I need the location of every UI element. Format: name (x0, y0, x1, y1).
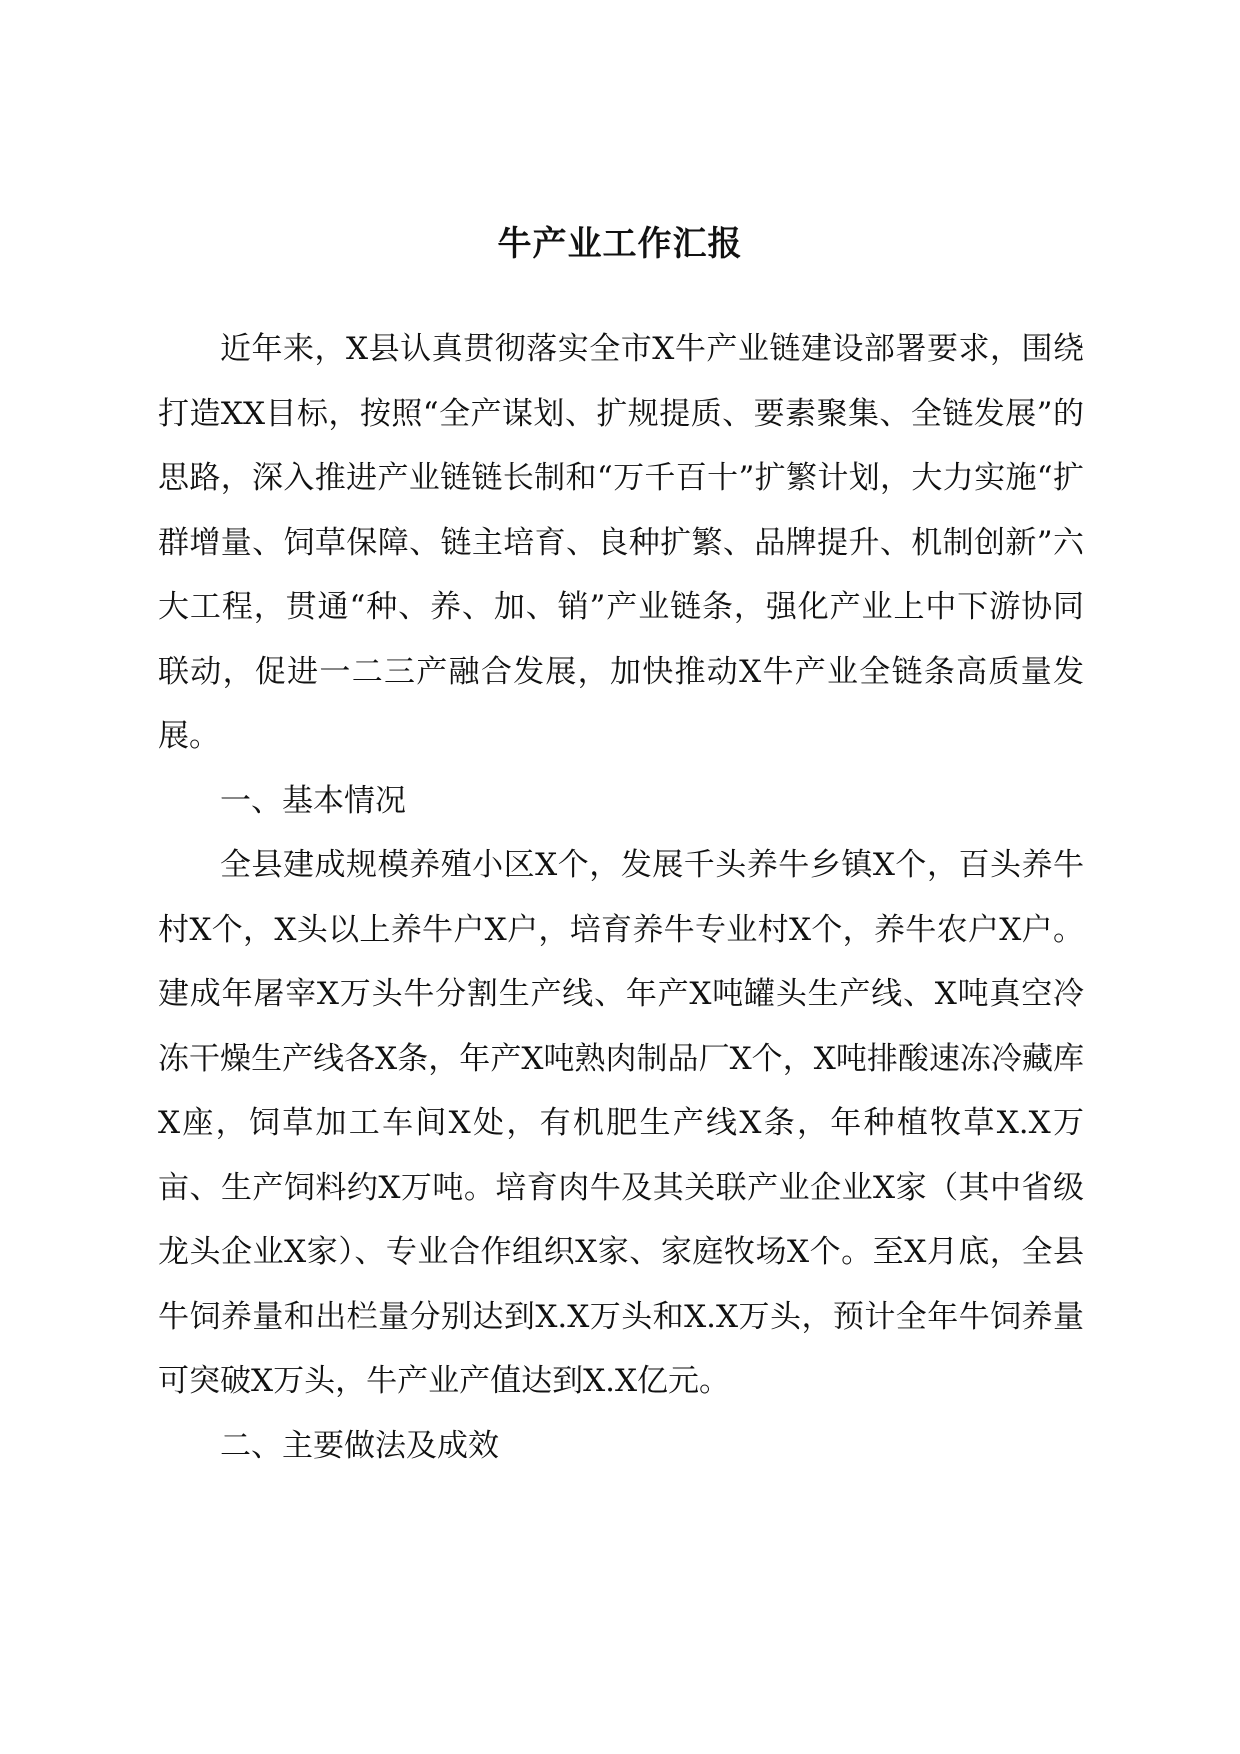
document-title: 牛产业工作汇报 (497, 224, 743, 264)
basic-situation-paragraph: 全县建成规模养殖小区X个，发展千头养牛乡镇X个，百头养牛村X个，X头以上养牛户X户，培育养牛专业村X个，养牛农户X户。建成年屠宰X万头牛分割生产线、年产X吨罐头生产线、X吨真空冷冻干燥生产线各X条，年产X吨熟肉制品厂X个，X吨排酸速冻冷藏库X座，饲草加工车间X处，有机肥生产线X条，年种植牧草X.X万亩、生产饲料约X万吨。培育肉牛及其关联产业企业X家（其中省级龙头企业X家）、专业合作组织X家、家庭牧场X个。至X月底，全县牛饲养量和出栏量分别达到X.X万头和X.X万头，预计全年牛饲养量可突破X万头，牛产业产值达到X.X亿元。 (158, 847, 1084, 1399)
section-heading-main-practices: 二、主要做法及成效 (220, 1427, 499, 1464)
intro-paragraph: 近年来，X县认真贯彻落实全市X牛产业链建设部署要求，围绕打造XX目标，按照“全产谋划、扩规提质、要素聚集、全链发展”的思路，深入推进产业链链长制和“万千百十”扩繁计划，大力实施“扩群增量、饲草保障、链主培育、良种扩繁、品牌提升、机制创新”六大工程，贯通“种、养、加、销”产业链条，强化产业上中下游协同联动，促进一二三产融合发展，加快推动X牛产业全链条高质量发展。 (158, 331, 1084, 754)
document-body (158, 317, 1084, 1478)
section-heading-basic-situation: 一、基本情况 (220, 782, 406, 819)
